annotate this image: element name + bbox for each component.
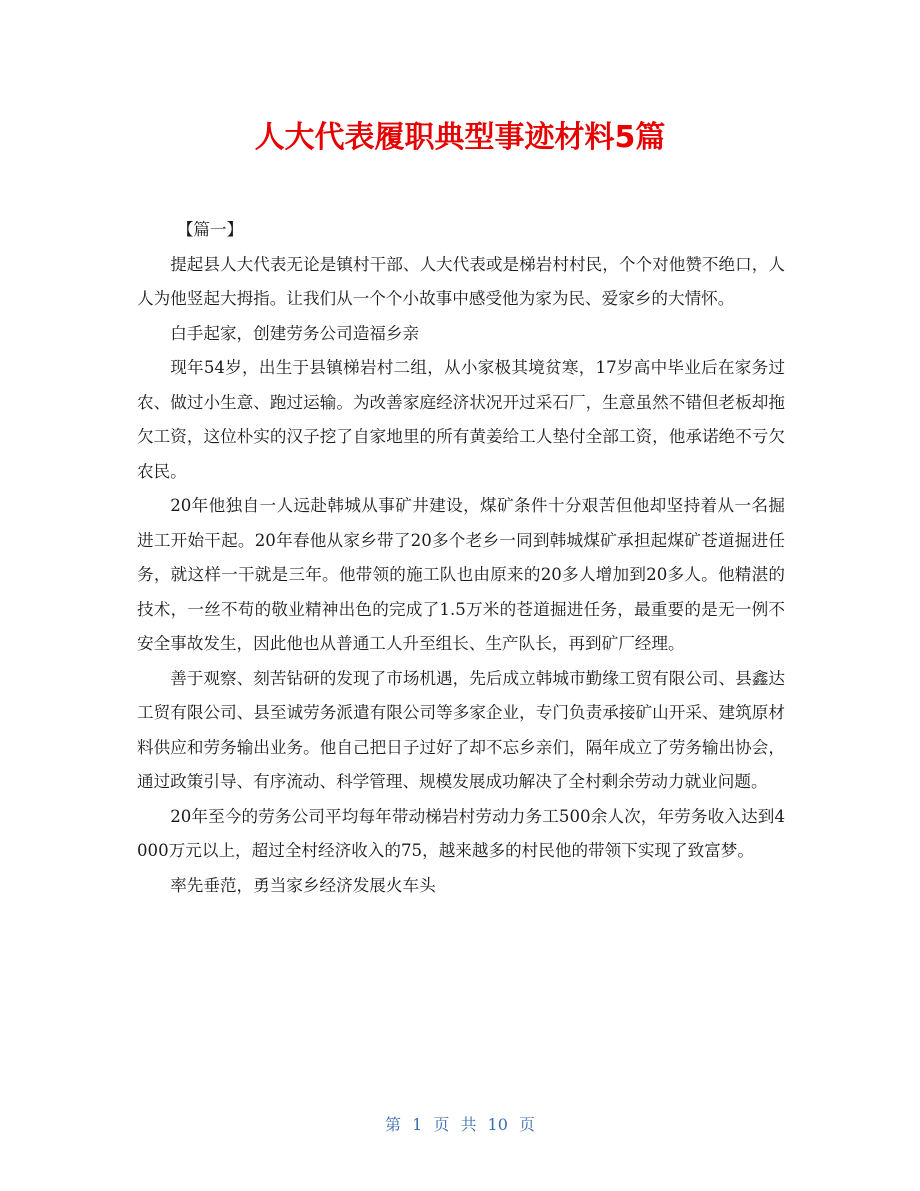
document-title: 人大代表履职典型事迹材料5篇 bbox=[254, 120, 666, 155]
paragraph: 20年至今的劳务公司平均每年带动梯岩村劳动力务工500余人次，年劳务收入达到4000万元以上，超过全村经济收入的75，越来越多的村民他的带领下实现了致富梦。 bbox=[137, 806, 785, 860]
subheading: 率先垂范，勇当家乡经济发展火车头 bbox=[170, 875, 436, 895]
paragraph: 提起县人大代表无论是镇村干部、人大代表或是梯岩村村民，个个对他赞不绝口，人人为他竖起大拇指。让我们从一个个小故事中感受他为家为民、爱家乡的大情怀。 bbox=[137, 254, 785, 308]
subheading: 白手起家，创建劳务公司造福乡亲 bbox=[170, 323, 420, 343]
paragraph: 善于观察、刻苦钻研的发现了市场机遇，先后成立韩城市勤缘工贸有限公司、县鑫达工贸有限公司、县至诚劳务派遣有限公司等多家企业，专门负责承接矿山开采、建筑原材料供应和劳务输出业务。他自己把日子过好了却不忘乡亲们，隔年成立了劳务输出协会，通过政策引导、有序流动、科学管理、规模发展成功解决了全村剩余劳动力就业问题。 bbox=[137, 668, 785, 791]
paragraph: 20年他独自一人远赴韩城从事矿井建设，煤矿条件十分艰苦但他却坚持着从一名掘进工开始干起。20年春他从家乡带了20多个老乡一同到韩城煤矿承担起煤矿苍道掘进任务，就这样一干就是三年。他带领的施工队也由原来的20多人增加到20多人。他精湛的技术，一丝不苟的敬业精神出色的完成了1.5万米的苍道掘进任务，最重要的是无一例不安全事故发生，因此他也从普通工人升至组长、生产队长，再到矿厂经理。 bbox=[137, 496, 785, 653]
section-marker: 【篇一】 bbox=[176, 220, 244, 239]
page-number-footer: 第 1 页 共 10 页 bbox=[385, 1115, 535, 1134]
paragraph: 现年54岁，出生于县镇梯岩村二组，从小家极其境贫寒，17岁高中毕业后在家务过农、做过小生意、跑过运输。为改善家庭经济状况开过采石厂，生意虽然不错但老板却拖欠工资，这位朴实的汉子挖了自家地里的所有黄姜给工人垫付全部工资，他承诺绝不亏欠农民。 bbox=[137, 358, 785, 481]
document-body bbox=[137, 213, 785, 903]
